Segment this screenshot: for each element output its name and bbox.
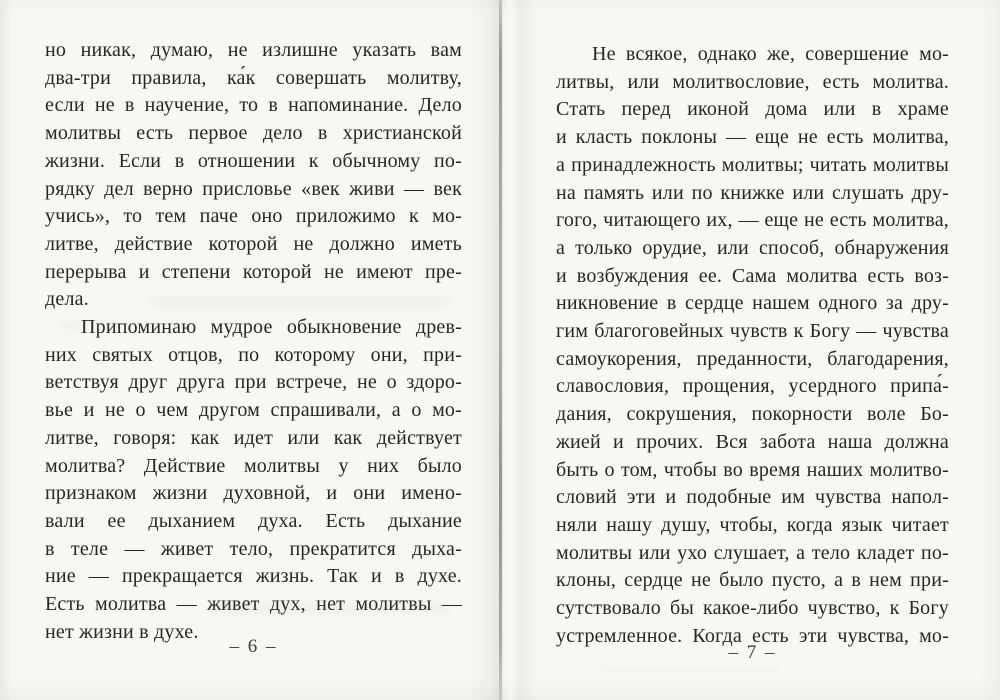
page-number-left: – 6 – (229, 636, 278, 657)
text-line: ветствуя друг друга при встрече, не о здоро- (45, 371, 462, 394)
text-line: если не в научение, то в напоминание. Дело (45, 94, 462, 117)
text-line: но никак, думаю, не излишне указать вам (45, 39, 462, 61)
text-line: литве, действие которой не должно иметь (45, 232, 462, 255)
text-line: на память или по книжке или слушать дру- (556, 181, 949, 204)
text-line: сутствовало бы какое-либо чувство, к Богу (556, 597, 949, 620)
text-line: молитва? Действие молитвы у них было (45, 454, 462, 477)
text-line: них святых отцов, по которому они, при- (45, 343, 462, 366)
gutter-shadow (468, 0, 538, 700)
text-line: вье и не о чем другом спрашивали, а о мо- (45, 399, 462, 422)
text-line: молитвы или ухо слушает, а тело кладет по- (556, 541, 949, 564)
text-line: клоны, сердце не было пусто, а в нем при- (556, 569, 949, 592)
text-line: а принадлежность молитвы; читать молитвы (556, 153, 949, 176)
scan-artifact (600, 666, 780, 674)
text-line: вали ее дыханием духа. Есть дыхание (45, 509, 462, 532)
page-right-text (556, 41, 949, 650)
text-line: жизни. Если в отношении к обычному по- (45, 149, 462, 172)
text-line: гим благоговейных чувств к Богу — чувства (556, 320, 949, 343)
text-line: два-три правила, ка́к совершать молитву, (45, 66, 462, 89)
text-line: литвы, или молитвословие, есть молитва. (556, 70, 949, 93)
text-line: а только орудие, или способ, обнаружения (556, 236, 949, 259)
text-line: Стать перед иконой дома или в храме (556, 98, 949, 121)
gutter-crease-line (499, 0, 502, 700)
text-line: самоукорения, преданности, благодарения, (556, 347, 949, 370)
page-number-right: – 7 – (728, 642, 777, 663)
text-line: Припоминаю мудрое обыкновение древ- (81, 316, 462, 339)
text-line: ние — прекращается жизнь. Так и в духе. (45, 565, 462, 588)
text-line: няли нашу душу, чтобы, когда язык читает (556, 513, 949, 536)
text-line: нет жизни в духе. (45, 620, 199, 643)
text-line: рядку дел верно присловье «век живи — век (45, 177, 462, 200)
text-line: Не всякое, однако же, совершение мо- (592, 43, 949, 65)
text-line: славословия, прощения, усердного припа́- (556, 375, 949, 398)
text-line: и возбуждения ее. Сама молитва есть воз- (556, 264, 949, 287)
text-line: быть о том, чтобы во время наших молитво- (556, 458, 949, 481)
text-line: словий эти и подобные им чувства напол- (556, 486, 949, 509)
text-line: никновение в сердце нашем одного за дру- (556, 292, 949, 315)
text-line: и класть поклоны — еще не есть молитва, (556, 126, 949, 149)
text-line: в теле — живет тело, прекратится дыха- (45, 537, 462, 560)
text-line: молитвы есть первое дело в христианской (45, 122, 462, 145)
text-line: литве, говоря: как идет или как действует (45, 426, 462, 449)
page-left-text (45, 37, 462, 646)
text-line: гого, читающего их, — еще не есть молитва, (556, 209, 949, 232)
text-line: устремленное. Когда есть эти чувства, мо- (556, 624, 949, 647)
text-line: перерыва и степени которой не имеют пре- (45, 260, 462, 283)
text-line: учись», то тем паче оно приложимо к мо- (45, 205, 462, 228)
text-line: жией и прочих. Вся забота наша должна (556, 430, 949, 453)
text-line: Есть молитва — живет дух, нет молитвы — (45, 593, 462, 616)
text-line: дания, сокрушения, покорности воле Бо- (556, 403, 949, 426)
text-line: признаком жизни духовной, и они имено- (45, 482, 462, 505)
text-line: дела. (45, 288, 89, 311)
